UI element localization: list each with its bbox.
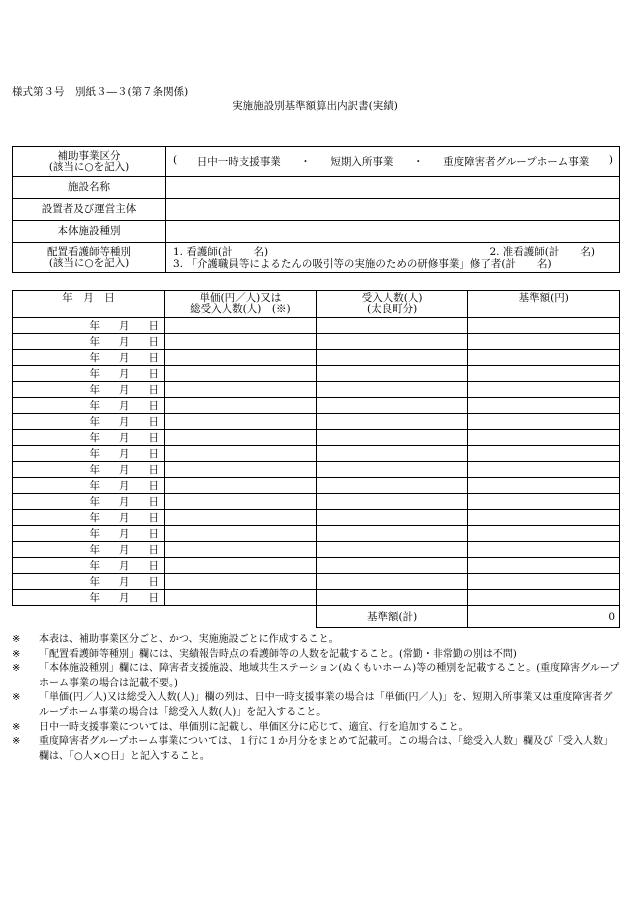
price-cell[interactable] [164,382,316,398]
date-cell[interactable]: 年 月 日 [13,542,165,558]
accept-cell[interactable] [316,558,468,574]
price-cell[interactable] [164,590,316,606]
table-row [13,382,620,398]
date-cell[interactable]: 年 月 日 [13,494,165,510]
category-label: 補助事業区分 (該当に○を記入) [13,147,166,177]
accept-cell[interactable] [316,574,468,590]
price-cell[interactable] [164,574,316,590]
accept-cell[interactable] [316,510,468,526]
price-cell[interactable] [164,366,316,382]
accept-cell[interactable] [316,542,468,558]
table-row [13,558,620,574]
table-row [13,334,620,350]
table-row [13,574,620,590]
date-cell[interactable]: 年 月 日 [13,334,165,350]
amount-cell[interactable] [468,446,620,462]
date-cell[interactable]: 年 月 日 [13,510,165,526]
total-value: 0 [468,606,620,628]
table-row [13,350,620,366]
accept-cell[interactable] [316,398,468,414]
price-cell[interactable] [164,414,316,430]
date-cell[interactable]: 年 月 日 [13,558,165,574]
accept-cell[interactable] [316,366,468,382]
table-row [13,398,620,414]
accept-cell[interactable] [316,462,468,478]
price-cell[interactable] [164,430,316,446]
amount-cell[interactable] [468,430,620,446]
table-row [13,590,620,606]
table-row [13,542,620,558]
col-date-header: 年 月 日 [13,291,165,318]
amount-cell[interactable] [468,494,620,510]
option-short-stay: 短期入所事業 [330,156,394,168]
date-cell[interactable]: 年 月 日 [13,398,165,414]
price-cell[interactable] [164,462,316,478]
date-cell[interactable]: 年 月 日 [13,382,165,398]
table-row [13,494,620,510]
date-cell[interactable]: 年 月 日 [13,478,165,494]
nurse-label: 配置看護師等種別 (該当に○を記入) [13,243,166,273]
operator-field[interactable] [166,199,620,221]
amount-cell[interactable] [468,590,620,606]
amount-cell[interactable] [468,382,620,398]
amount-cell[interactable] [468,462,620,478]
table-row [13,318,620,334]
note-item: ※ 「配置看護師等種別」欄には、実績報告時点の看護師等の人数を記載すること。(常勤・非常勤の別は不問) [12,648,517,660]
date-cell[interactable]: 年 月 日 [13,574,165,590]
nurse-item-3: 3. 「介護職員等によるたんの吸引等の実施のための研修事業」修了者(計 名) [173,257,552,270]
table-row [13,446,620,462]
price-cell[interactable] [164,350,316,366]
amount-cell[interactable] [468,398,620,414]
table-row [13,430,620,446]
table-row [13,462,620,478]
amount-cell[interactable] [468,414,620,430]
price-cell[interactable] [164,494,316,510]
page-title: 実施施設別基準額算出内訳書(実績) [232,100,398,112]
amount-cell[interactable] [468,558,620,574]
accept-cell[interactable] [316,494,468,510]
date-cell[interactable]: 年 月 日 [13,318,165,334]
date-cell[interactable]: 年 月 日 [13,446,165,462]
table-row [13,366,620,382]
price-cell[interactable] [164,334,316,350]
col-price-header: 単価(円／人)又は 総受入人数(人) (※) [164,291,316,318]
operator-label: 設置者及び運営主体 [13,199,166,221]
amount-cell[interactable] [468,334,620,350]
accept-cell[interactable] [316,590,468,606]
amount-cell[interactable] [468,542,620,558]
amount-cell[interactable] [468,478,620,494]
notes [12,633,620,764]
accept-cell[interactable] [316,446,468,462]
accept-cell[interactable] [316,526,468,542]
table-row [13,510,620,526]
amount-cell[interactable] [468,510,620,526]
amount-cell[interactable] [468,574,620,590]
note-item: ※ 本表は、補助事業区分ごと、かつ、実施施設ごとに作成すること。 [12,634,339,645]
accept-cell[interactable] [316,318,468,334]
accept-cell[interactable] [316,478,468,494]
col-accept-header: 受入人数(人) (太良町分) [316,291,468,318]
price-cell[interactable] [164,542,316,558]
date-cell[interactable]: 年 月 日 [13,350,165,366]
option-group-home: 重度障害者グループホーム事業 [443,156,590,168]
date-cell[interactable]: 年 月 日 [13,462,165,478]
note-item: ※ 「単価(円／人)又は総受入人数(人)」欄の列は、日中一時支援事業の場合は「単価(円／人)」を、短期入所事業又は重度障害者グループホーム事業の場合は「総受入人数(人)」を記入すること。 [12,692,613,718]
note-item: ※ 日中一時支援事業については、単価別に記載し、単価区分に応じて、適宜、行を追加すること。 [12,721,469,733]
form-number: 様式第３号 別紙３―３(第７条関係) [12,86,189,98]
price-cell[interactable] [164,446,316,462]
date-cell[interactable]: 年 月 日 [13,526,165,542]
price-cell[interactable] [164,398,316,414]
price-cell[interactable] [164,318,316,334]
price-cell[interactable] [164,510,316,526]
table-row [13,526,620,542]
price-cell[interactable] [164,526,316,542]
nurse-field[interactable] [166,243,620,273]
accept-cell[interactable] [316,334,468,350]
accept-cell[interactable] [316,414,468,430]
accept-cell[interactable] [316,382,468,398]
nurse-item-2: 2. 准看護師(計 名) [489,245,595,258]
accept-cell[interactable] [316,350,468,366]
accept-cell[interactable] [316,430,468,446]
price-cell[interactable] [164,558,316,574]
table-row [13,478,620,494]
amount-cell[interactable] [468,350,620,366]
facility-type-label: 本体施設種別 [13,221,166,243]
facility-type-field[interactable] [166,221,620,243]
table-row [13,414,620,430]
amount-cell[interactable] [468,318,620,334]
note-item: ※ 重度障害者グループホーム事業については、１行に１か月分をまとめて記載可。この場合は、「総受入人数」欄及び「受入人数」欄は、「○人×○日」と記入すること。 [12,736,613,762]
total-label: 基準額(計) [316,606,468,628]
info-table [12,146,620,273]
note-item: ※ 「本体施設種別」欄には、障害者支援施設、地域共生ステーション(ぬくもいホーム)等の種別を記載すること。(重度障害グループホーム事業の場合は記載不要。) [12,663,620,689]
price-cell[interactable] [164,478,316,494]
col-amount-header: 基準額(円) [468,291,620,318]
facility-name-label: 施設名称 [13,177,166,199]
option-day-support: 日中一時支援事業 [196,156,281,168]
amount-cell[interactable] [468,526,620,542]
nurse-item-1: 1. 看護師(計 名) [173,245,269,258]
date-cell[interactable]: 年 月 日 [13,430,165,446]
date-cell[interactable]: 年 月 日 [13,590,165,606]
date-cell[interactable]: 年 月 日 [13,366,165,382]
category-options[interactable]: ( 日中一時支援事業 ・ 短期入所事業 ・ 重度障害者グループホーム事業 ) [166,147,620,177]
ledger-table [12,290,620,628]
date-cell[interactable]: 年 月 日 [13,414,165,430]
amount-cell[interactable] [468,366,620,382]
facility-name-field[interactable] [166,177,620,199]
